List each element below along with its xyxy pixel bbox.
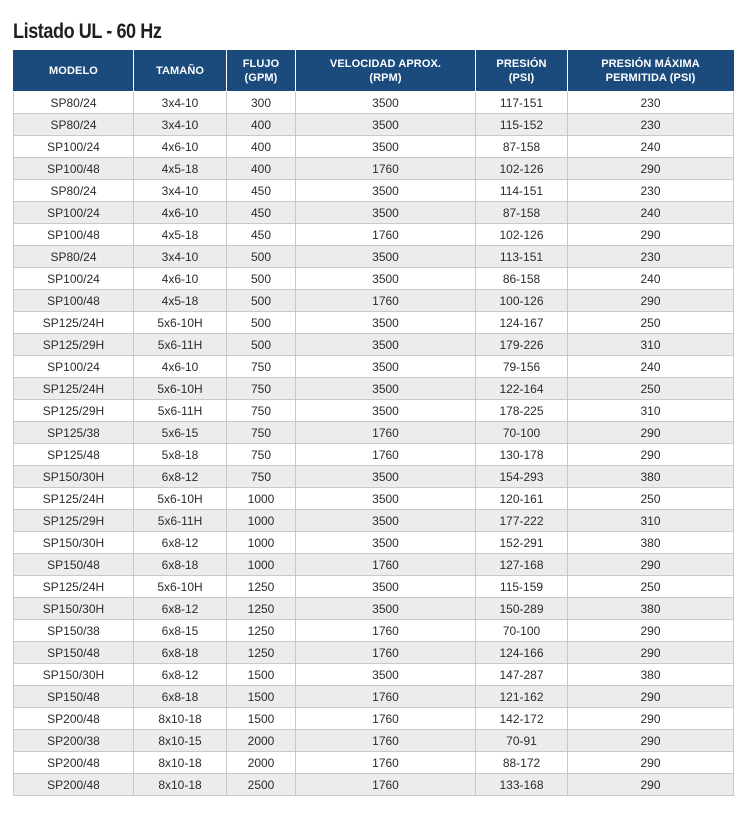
cell-modelo: SP200/38: [14, 730, 134, 752]
cell-presion-maxima: 230: [568, 92, 734, 114]
cell-presion-maxima: 250: [568, 576, 734, 598]
cell-modelo: SP80/24: [14, 114, 134, 136]
header-label: PRESIÓN MÁXIMA: [601, 57, 700, 70]
cell-presion: 179-226: [476, 334, 568, 356]
cell-presion-maxima: 240: [568, 268, 734, 290]
cell-flujo: 1250: [227, 576, 296, 598]
cell-modelo: SP80/24: [14, 92, 134, 114]
cell-presion-maxima: 250: [568, 312, 734, 334]
cell-presion-maxima: 310: [568, 334, 734, 356]
cell-velocidad: 3500: [296, 378, 476, 400]
table-row: [14, 334, 734, 356]
cell-modelo: SP150/30H: [14, 598, 134, 620]
cell-modelo: SP150/48: [14, 686, 134, 708]
cell-presion-maxima: 240: [568, 356, 734, 378]
cell-presion-maxima: 290: [568, 444, 734, 466]
cell-tamano: 6x8-18: [134, 686, 227, 708]
cell-tamano: 5x6-11H: [134, 510, 227, 532]
cell-modelo: SP125/38: [14, 422, 134, 444]
cell-flujo: 1500: [227, 664, 296, 686]
cell-presion: 70-100: [476, 620, 568, 642]
cell-flujo: 1000: [227, 554, 296, 576]
header-label: VELOCIDAD APROX.: [329, 57, 442, 70]
cell-presion-maxima: 380: [568, 466, 734, 488]
cell-tamano: 5x6-10H: [134, 378, 227, 400]
cell-presion-maxima: 290: [568, 620, 734, 642]
cell-presion: 70-91: [476, 730, 568, 752]
page-title: Listado UL - 60 Hz: [13, 20, 162, 43]
cell-presion: 115-159: [476, 576, 568, 598]
cell-modelo: SP150/30H: [14, 664, 134, 686]
cell-presion-maxima: 240: [568, 136, 734, 158]
cell-presion: 122-164: [476, 378, 568, 400]
cell-velocidad: 3500: [296, 334, 476, 356]
table-row: [14, 686, 734, 708]
header-velocidad: [296, 50, 476, 92]
cell-flujo: 500: [227, 290, 296, 312]
cell-presion-maxima: 290: [568, 752, 734, 774]
cell-flujo: 1000: [227, 488, 296, 510]
cell-velocidad: 3500: [296, 180, 476, 202]
cell-flujo: 450: [227, 202, 296, 224]
cell-modelo: SP125/48: [14, 444, 134, 466]
cell-presion-maxima: 380: [568, 532, 734, 554]
cell-presion-maxima: 380: [568, 598, 734, 620]
cell-tamano: 5x6-10H: [134, 576, 227, 598]
table-row: [14, 224, 734, 246]
cell-modelo: SP150/48: [14, 554, 134, 576]
cell-presion: 150-289: [476, 598, 568, 620]
cell-flujo: 750: [227, 378, 296, 400]
cell-modelo: SP100/48: [14, 224, 134, 246]
cell-flujo: 1250: [227, 620, 296, 642]
cell-presion-maxima: 290: [568, 158, 734, 180]
cell-presion-maxima: 290: [568, 554, 734, 576]
cell-flujo: 500: [227, 268, 296, 290]
cell-presion: 100-126: [476, 290, 568, 312]
cell-flujo: 750: [227, 444, 296, 466]
cell-presion: 114-151: [476, 180, 568, 202]
cell-modelo: SP200/48: [14, 752, 134, 774]
cell-flujo: 750: [227, 400, 296, 422]
cell-velocidad: 3500: [296, 400, 476, 422]
cell-flujo: 1500: [227, 686, 296, 708]
cell-velocidad: 1760: [296, 224, 476, 246]
cell-flujo: 2000: [227, 752, 296, 774]
cell-modelo: SP125/24H: [14, 378, 134, 400]
cell-tamano: 8x10-18: [134, 708, 227, 730]
cell-modelo: SP125/24H: [14, 576, 134, 598]
cell-velocidad: 1760: [296, 752, 476, 774]
table-row: [14, 488, 734, 510]
header-unit: (GPM): [244, 71, 278, 84]
cell-modelo: SP125/29H: [14, 334, 134, 356]
cell-tamano: 3x4-10: [134, 180, 227, 202]
table-body: [14, 92, 734, 796]
cell-flujo: 450: [227, 224, 296, 246]
cell-presion: 133-168: [476, 774, 568, 796]
cell-velocidad: 3500: [296, 466, 476, 488]
cell-tamano: 3x4-10: [134, 92, 227, 114]
cell-velocidad: 3500: [296, 268, 476, 290]
cell-flujo: 300: [227, 92, 296, 114]
table-header: [14, 50, 734, 92]
cell-modelo: SP100/48: [14, 290, 134, 312]
cell-modelo: SP150/30H: [14, 532, 134, 554]
cell-velocidad: 1760: [296, 290, 476, 312]
cell-modelo: SP125/24H: [14, 312, 134, 334]
cell-presion-maxima: 380: [568, 664, 734, 686]
cell-presion-maxima: 290: [568, 642, 734, 664]
cell-tamano: 4x5-18: [134, 224, 227, 246]
table-row: [14, 180, 734, 202]
cell-modelo: SP100/24: [14, 356, 134, 378]
ul-listing-table: [13, 50, 734, 796]
table-row: [14, 92, 734, 114]
header-label: MODELO: [49, 64, 98, 77]
cell-presion-maxima: 290: [568, 686, 734, 708]
table-row: [14, 708, 734, 730]
cell-presion-maxima: 290: [568, 708, 734, 730]
cell-tamano: 5x6-11H: [134, 400, 227, 422]
cell-velocidad: 3500: [296, 664, 476, 686]
cell-tamano: 8x10-15: [134, 730, 227, 752]
cell-modelo: SP80/24: [14, 180, 134, 202]
cell-modelo: SP150/38: [14, 620, 134, 642]
cell-tamano: 8x10-18: [134, 774, 227, 796]
cell-flujo: 500: [227, 334, 296, 356]
cell-flujo: 500: [227, 312, 296, 334]
cell-tamano: 3x4-10: [134, 114, 227, 136]
header-row: [14, 50, 734, 92]
cell-modelo: SP80/24: [14, 246, 134, 268]
cell-presion-maxima: 310: [568, 510, 734, 532]
cell-flujo: 2000: [227, 730, 296, 752]
cell-presion: 113-151: [476, 246, 568, 268]
table-row: [14, 378, 734, 400]
cell-flujo: 750: [227, 466, 296, 488]
table-row: [14, 114, 734, 136]
header-presion-maxima: [568, 50, 734, 92]
header-modelo: [14, 50, 134, 92]
cell-velocidad: 3500: [296, 510, 476, 532]
cell-modelo: SP100/48: [14, 158, 134, 180]
table-row: [14, 620, 734, 642]
table-row: [14, 730, 734, 752]
cell-velocidad: 1760: [296, 730, 476, 752]
cell-flujo: 2500: [227, 774, 296, 796]
cell-presion: 79-156: [476, 356, 568, 378]
cell-flujo: 1250: [227, 598, 296, 620]
cell-velocidad: 1760: [296, 444, 476, 466]
cell-modelo: SP100/24: [14, 268, 134, 290]
cell-velocidad: 3500: [296, 92, 476, 114]
cell-presion-maxima: 290: [568, 774, 734, 796]
cell-tamano: 5x6-10H: [134, 488, 227, 510]
cell-presion: 142-172: [476, 708, 568, 730]
cell-flujo: 450: [227, 180, 296, 202]
cell-velocidad: 3500: [296, 136, 476, 158]
cell-presion: 121-162: [476, 686, 568, 708]
header-presion: [476, 50, 568, 92]
cell-presion-maxima: 290: [568, 224, 734, 246]
cell-modelo: SP125/24H: [14, 488, 134, 510]
cell-tamano: 6x8-12: [134, 466, 227, 488]
table-row: [14, 598, 734, 620]
cell-velocidad: 1760: [296, 422, 476, 444]
cell-tamano: 5x6-11H: [134, 334, 227, 356]
table-row: [14, 752, 734, 774]
cell-presion: 87-158: [476, 136, 568, 158]
cell-velocidad: 3500: [296, 114, 476, 136]
cell-tamano: 5x6-10H: [134, 312, 227, 334]
cell-presion: 127-168: [476, 554, 568, 576]
cell-velocidad: 3500: [296, 532, 476, 554]
cell-flujo: 400: [227, 158, 296, 180]
cell-velocidad: 3500: [296, 488, 476, 510]
cell-presion: 102-126: [476, 158, 568, 180]
cell-tamano: 4x6-10: [134, 356, 227, 378]
cell-presion: 117-151: [476, 92, 568, 114]
cell-velocidad: 1760: [296, 686, 476, 708]
cell-velocidad: 1760: [296, 642, 476, 664]
table-row: [14, 444, 734, 466]
cell-tamano: 6x8-15: [134, 620, 227, 642]
table-row: [14, 510, 734, 532]
cell-presion: 154-293: [476, 466, 568, 488]
table-row: [14, 466, 734, 488]
cell-flujo: 1000: [227, 510, 296, 532]
cell-presion: 124-167: [476, 312, 568, 334]
cell-presion-maxima: 290: [568, 730, 734, 752]
table-row: [14, 554, 734, 576]
cell-flujo: 750: [227, 422, 296, 444]
cell-tamano: 4x6-10: [134, 268, 227, 290]
cell-modelo: SP125/29H: [14, 400, 134, 422]
cell-velocidad: 3500: [296, 598, 476, 620]
cell-velocidad: 3500: [296, 356, 476, 378]
cell-presion-maxima: 230: [568, 180, 734, 202]
cell-modelo: SP100/24: [14, 136, 134, 158]
cell-presion: 70-100: [476, 422, 568, 444]
cell-presion: 147-287: [476, 664, 568, 686]
cell-presion-maxima: 290: [568, 290, 734, 312]
table-row: [14, 774, 734, 796]
table-row: [14, 246, 734, 268]
cell-presion: 124-166: [476, 642, 568, 664]
header-label: FLUJO: [242, 57, 280, 70]
cell-velocidad: 1760: [296, 620, 476, 642]
cell-modelo: SP200/48: [14, 774, 134, 796]
cell-tamano: 8x10-18: [134, 752, 227, 774]
cell-tamano: 4x6-10: [134, 136, 227, 158]
cell-presion-maxima: 310: [568, 400, 734, 422]
table-row: [14, 268, 734, 290]
cell-presion: 152-291: [476, 532, 568, 554]
header-unit: PERMITIDA (PSI): [605, 71, 696, 84]
cell-flujo: 1000: [227, 532, 296, 554]
table-row: [14, 356, 734, 378]
cell-flujo: 400: [227, 114, 296, 136]
cell-tamano: 6x8-12: [134, 664, 227, 686]
table-row: [14, 664, 734, 686]
cell-presion-maxima: 230: [568, 246, 734, 268]
cell-tamano: 6x8-12: [134, 598, 227, 620]
header-flujo: [227, 50, 296, 92]
header-label: PRESIÓN: [496, 57, 547, 70]
cell-tamano: 6x8-18: [134, 554, 227, 576]
cell-tamano: 4x5-18: [134, 158, 227, 180]
cell-modelo: SP100/24: [14, 202, 134, 224]
cell-velocidad: 3500: [296, 312, 476, 334]
table-row: [14, 290, 734, 312]
cell-presion-maxima: 230: [568, 114, 734, 136]
cell-presion: 86-158: [476, 268, 568, 290]
header-label: TAMAÑO: [155, 64, 205, 77]
cell-presion-maxima: 250: [568, 488, 734, 510]
table-row: [14, 400, 734, 422]
cell-flujo: 500: [227, 246, 296, 268]
table-row: [14, 202, 734, 224]
table-row: [14, 312, 734, 334]
cell-velocidad: 1760: [296, 158, 476, 180]
cell-presion-maxima: 290: [568, 422, 734, 444]
cell-tamano: 5x8-18: [134, 444, 227, 466]
header-unit: (PSI): [508, 71, 535, 84]
header-unit: (RPM): [369, 71, 402, 84]
cell-modelo: SP125/29H: [14, 510, 134, 532]
cell-tamano: 4x6-10: [134, 202, 227, 224]
cell-velocidad: 3500: [296, 246, 476, 268]
cell-presion-maxima: 250: [568, 378, 734, 400]
cell-flujo: 750: [227, 356, 296, 378]
cell-flujo: 1500: [227, 708, 296, 730]
cell-tamano: 4x5-18: [134, 290, 227, 312]
cell-presion: 178-225: [476, 400, 568, 422]
cell-modelo: SP150/30H: [14, 466, 134, 488]
cell-presion: 102-126: [476, 224, 568, 246]
cell-presion: 177-222: [476, 510, 568, 532]
table-row: [14, 422, 734, 444]
table-row: [14, 136, 734, 158]
cell-tamano: 6x8-18: [134, 642, 227, 664]
cell-modelo: SP200/48: [14, 708, 134, 730]
table-row: [14, 642, 734, 664]
cell-presion: 88-172: [476, 752, 568, 774]
cell-tamano: 5x6-15: [134, 422, 227, 444]
table-row: [14, 158, 734, 180]
cell-velocidad: 1760: [296, 708, 476, 730]
cell-flujo: 1250: [227, 642, 296, 664]
cell-flujo: 400: [227, 136, 296, 158]
cell-velocidad: 1760: [296, 774, 476, 796]
table-row: [14, 576, 734, 598]
cell-presion: 115-152: [476, 114, 568, 136]
cell-presion: 120-161: [476, 488, 568, 510]
cell-presion: 87-158: [476, 202, 568, 224]
table-row: [14, 532, 734, 554]
cell-velocidad: 3500: [296, 576, 476, 598]
header-tamano: [134, 50, 227, 92]
cell-velocidad: 3500: [296, 202, 476, 224]
cell-velocidad: 1760: [296, 554, 476, 576]
cell-presion: 130-178: [476, 444, 568, 466]
cell-tamano: 3x4-10: [134, 246, 227, 268]
cell-tamano: 6x8-12: [134, 532, 227, 554]
cell-presion-maxima: 240: [568, 202, 734, 224]
cell-modelo: SP150/48: [14, 642, 134, 664]
